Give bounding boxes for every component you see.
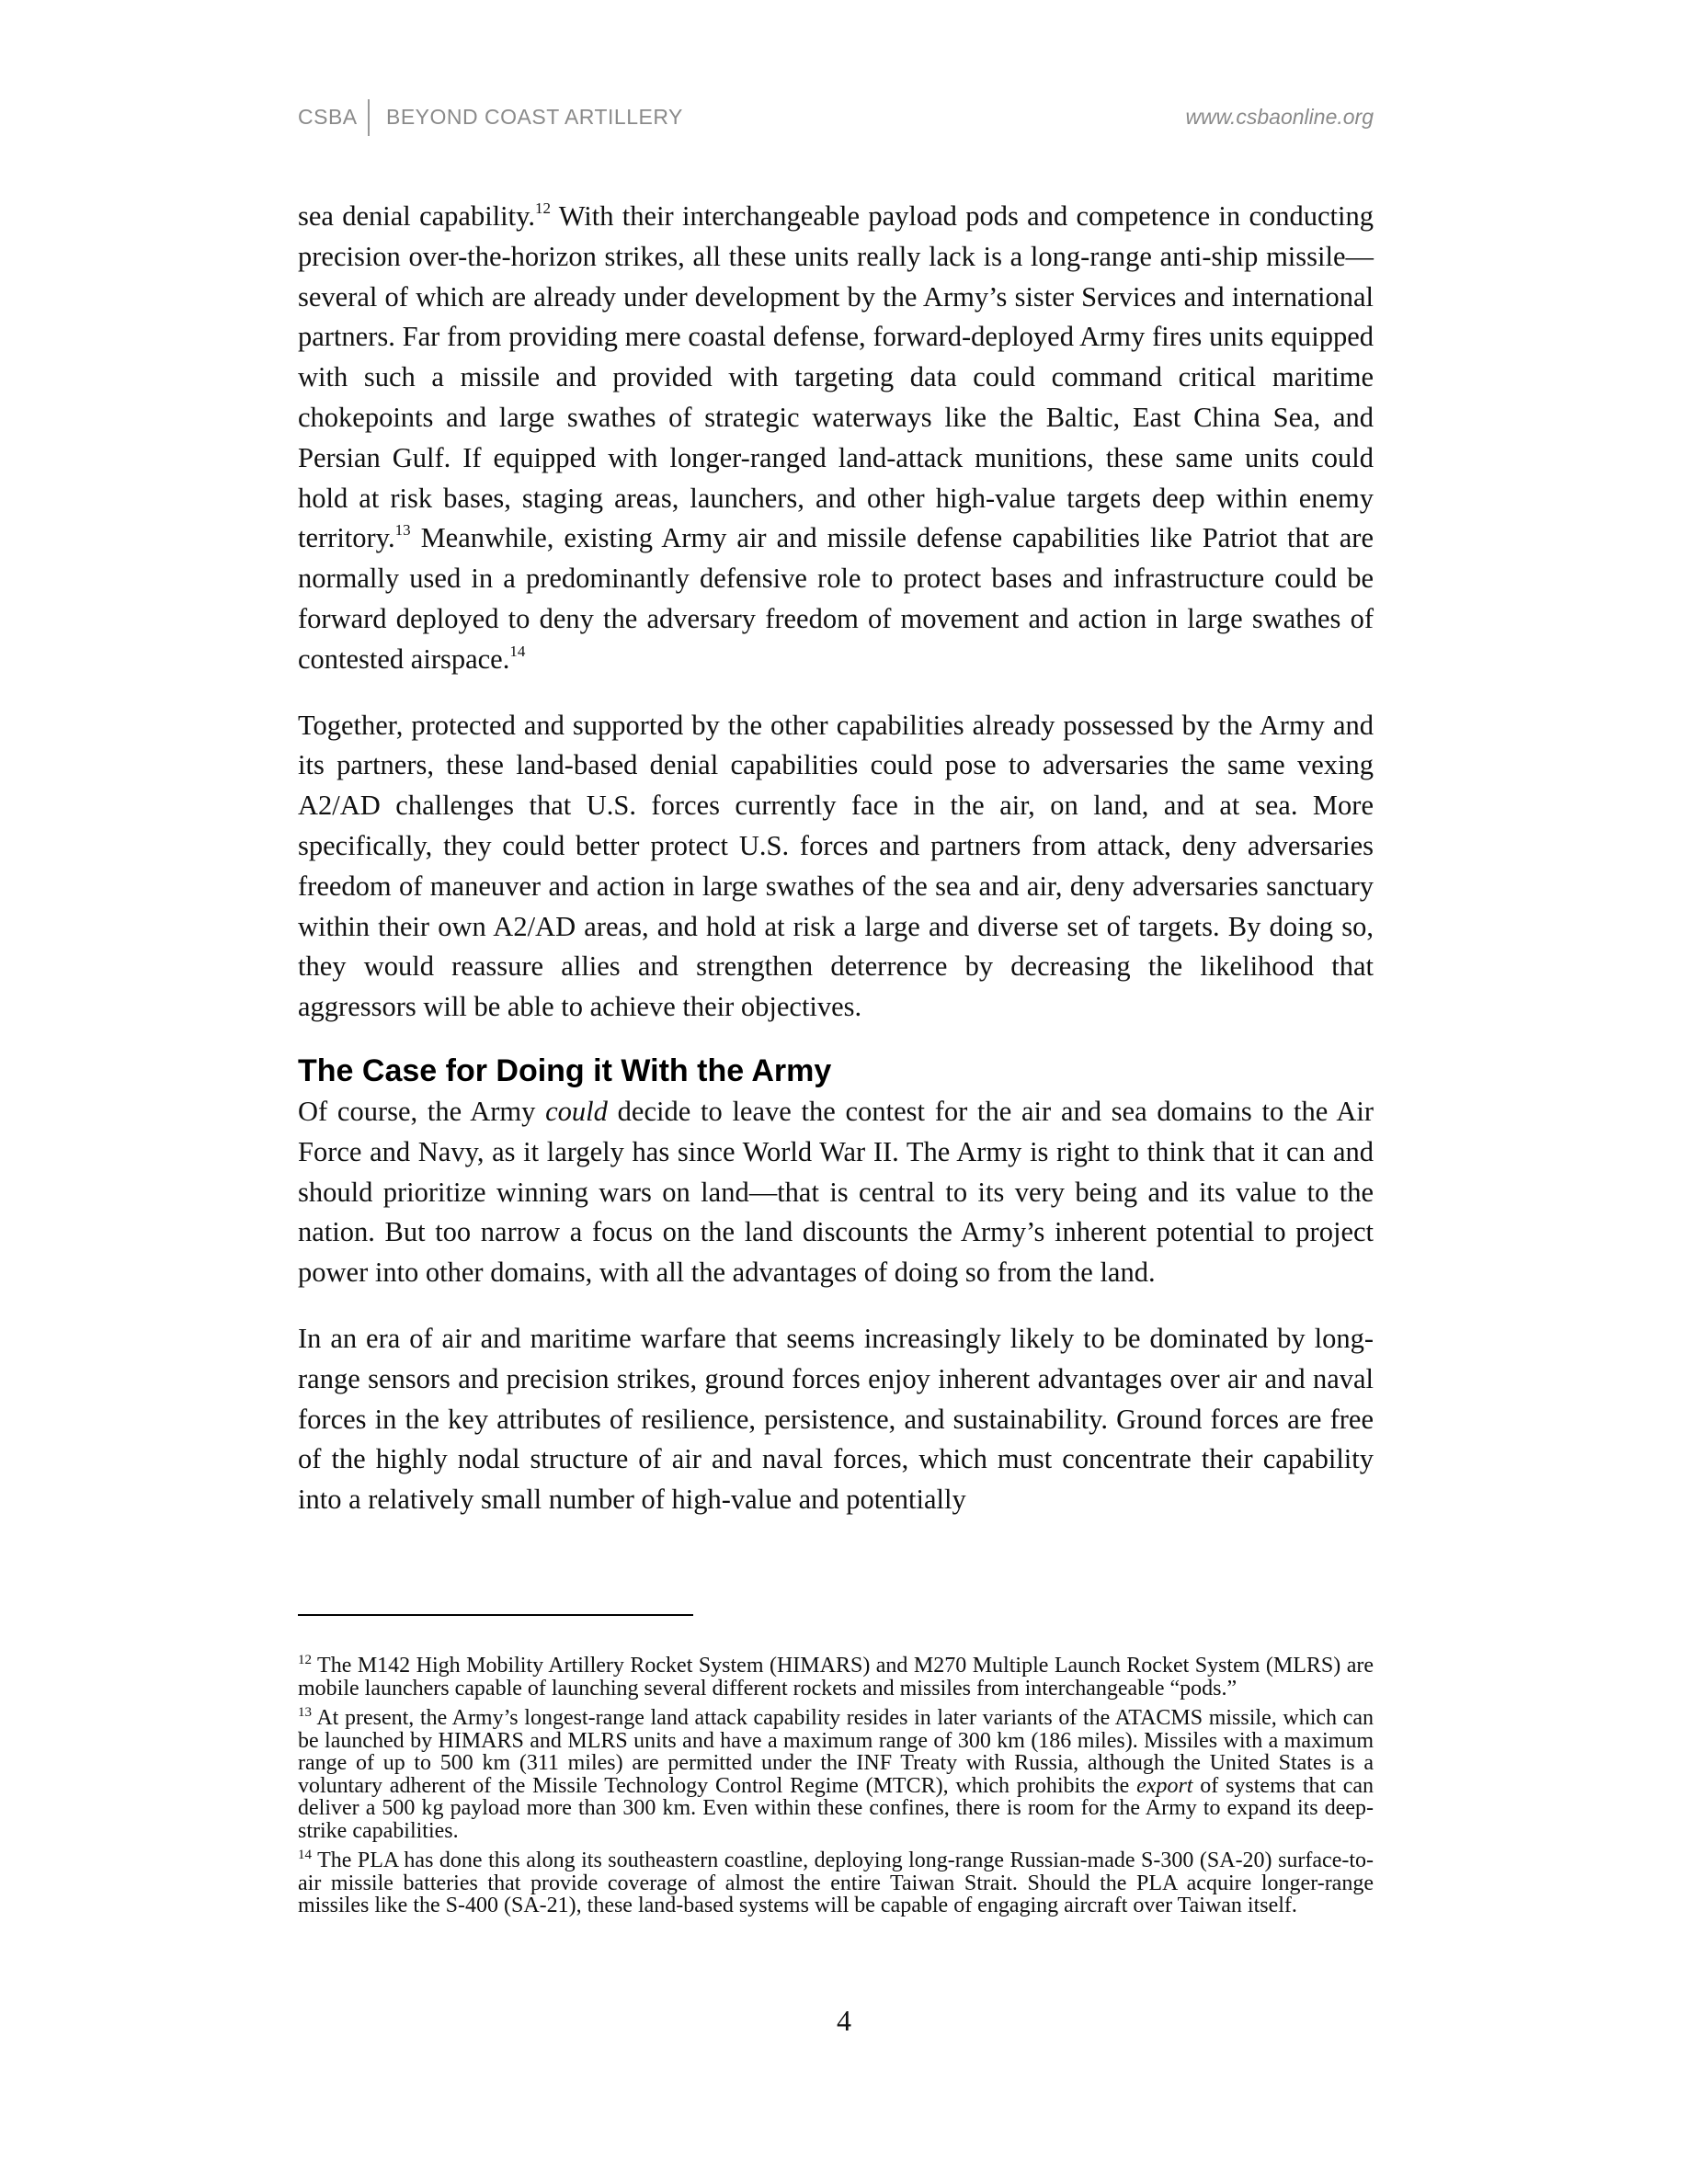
paragraph-1 — [298, 197, 1374, 680]
section-heading: The Case for Doing it With the Army — [298, 1053, 832, 1088]
page-number: 4 — [837, 2004, 851, 2037]
body-text-bottom — [298, 1092, 1374, 1520]
header-series-title: BEYOND COAST ARTILLERY — [386, 105, 683, 129]
paragraph-1-part-1: sea denial capability. — [298, 200, 535, 232]
footnote-13-emphasis: export — [1136, 1773, 1193, 1798]
footnote-13 — [298, 1707, 1374, 1842]
footnote-13-text-2: of systems that can deliver a 500 kg payload more than 300 km. Even within these confines, there is room for the Army to expand its deep-strike capabilities. — [298, 1773, 1374, 1843]
paragraph-3-part-2: decide to leave the contest for the air and sea domains to the Air Force and Navy, as it largely has since World War II. The Army is right to think that it can and should prioritize winning wars on land—that is central to its very being and its value to the nation. But too narrow a focus on the land discounts the Army’s inherent potential to project power into other domains, with all the advantages of doing so from the land. — [298, 1096, 1374, 1289]
footnote-13-text-1: At present, the Army’s longest-range land attack capability resides in later variants of the ATACMS missile, which can be launched by HIMARS and MLRS units and have a maximum range of 300 km (186 miles). Missiles with a maximum range of up to 500 km (311 miles) are permitted under the INF Treaty with Russia, although the United States is a voluntary adherent of the Missile Technology Control Regime (MTCR), which prohibits the — [298, 1706, 1374, 1798]
footnote-ref-12: 12 — [534, 199, 551, 217]
header-org: CSBA — [298, 105, 358, 129]
paragraph-4: In an era of air and maritime warfare that seems increasingly likely to be dominated by long-range sensors and precision strikes, ground forces enjoy inherent advantages over air and naval forces in the key attributes of resilience, persistence, and sustainability. Ground forces are free of the highly nodal structure of air and naval forces, which must concentrate their capability into a relatively small number of high-value and potentially — [298, 1322, 1374, 1516]
paragraph-3 — [298, 1092, 1374, 1293]
footnote-ref-13: 13 — [394, 521, 411, 540]
body-text-top — [298, 197, 1374, 1028]
paragraph-1-part-2: With their interchangeable payload pods and competence in conducting precision over-the-horizon strikes, all these units really lack is a long-range anti-ship missile—several of which are already under development by the Army’s sister Services and international partners. Far from providing mere coastal defense, forward-deployed Army fires units equipped with such a missile and provided with targeting data could command critical maritime chokepoints and large swathes of strategic waterways like the Baltic, East China Sea, and Persian Gulf. If equipped with longer-ranged land-attack munitions, these same units could hold at risk bases, staging areas, launchers, and other high-value targets deep within enemy territory. — [298, 200, 1374, 554]
running-header — [298, 99, 1374, 136]
footnote-ref-14: 14 — [509, 642, 526, 660]
paragraph-3-emphasis: could — [545, 1096, 608, 1127]
footnote-12-number: 12 — [298, 1653, 312, 1667]
footnote-14 — [298, 1849, 1374, 1917]
footnote-separator — [298, 1614, 693, 1616]
header-url: www.csbaonline.org — [1185, 105, 1374, 129]
paragraph-2: Together, protected and supported by the other capabilities already possessed by the Army and its partners, these land-based denial capabilities could pose to adversaries the same vexing A2/AD challenges that U.S. forces currently face in the air, on land, and at sea. More specifically, they could better protect U.S. forces and partners from attack, deny adversaries freedom of maneuver and action in large swathes of the sea and air, deny adversaries sanctuary within their own A2/AD areas, and hold at risk a large and diverse set of targets. By doing so, they would reassure allies and strengthen deterrence by decreasing the likelihood that aggressors will be able to achieve their objectives. — [298, 709, 1374, 1023]
footnote-14-text: The PLA has done this along its southeastern coastline, deploying long-range Russian-made S-300 (SA-20) surface-to-air missile batteries that provide coverage of almost the entire Taiwan Strait. Should the PLA acquire longer-range missiles like the S-400 (SA-21), these land-based systems will be capable of engaging aircraft over Taiwan itself. — [298, 1848, 1374, 1917]
paragraph-3-part-1: Of course, the Army — [298, 1096, 546, 1127]
paragraph-1-part-3: Meanwhile, existing Army air and missile defense capabilities like Patriot that are normally used in a predominantly defensive role to protect bases and infrastructure could be forward deployed to deny the adversary freedom of movement and action in large swathes of contested airspace. — [298, 522, 1374, 675]
footnote-12-text: The M142 High Mobility Artillery Rocket System (HIMARS) and M270 Multiple Launch Rocket System (MLRS) are mobile launchers capable of launching several different rockets and missiles from interchangeable “pods.” — [298, 1654, 1374, 1701]
footnote-13-number: 13 — [298, 1705, 312, 1720]
footnotes — [298, 1655, 1374, 1917]
header-divider — [368, 99, 370, 136]
footnote-12 — [298, 1655, 1374, 1700]
footnote-14-number: 14 — [298, 1848, 312, 1862]
